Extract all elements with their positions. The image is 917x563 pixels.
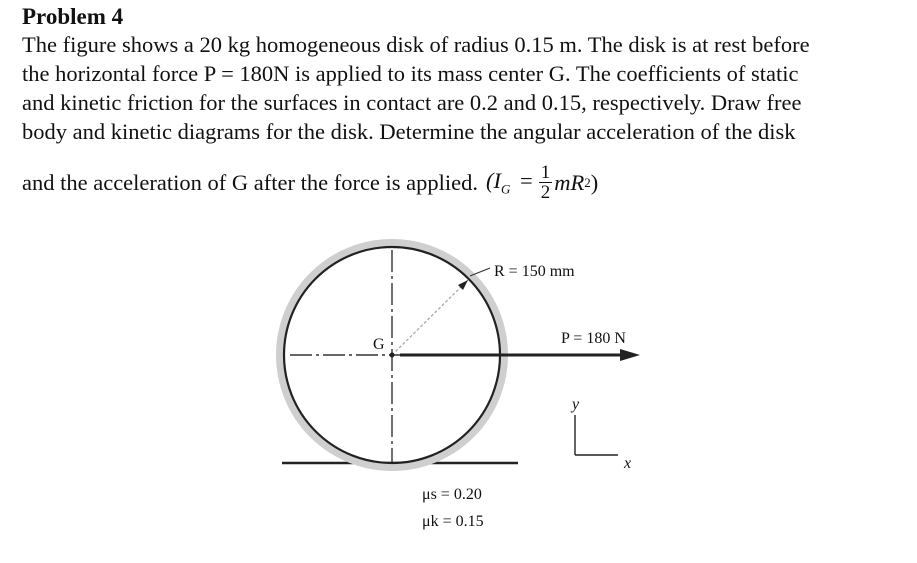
problem-line-5-text: and the acceleration of G after the force is applied. bbox=[22, 169, 479, 195]
formula-denominator: 2 bbox=[540, 182, 551, 203]
mass-center-point bbox=[390, 353, 395, 358]
formula-lhs: (I bbox=[486, 167, 502, 193]
x-axis-label: x bbox=[624, 455, 632, 472]
radius-line bbox=[392, 280, 468, 355]
mu-k-label: μk = 0.15 bbox=[422, 513, 484, 530]
radius-label: R = 150 mm bbox=[494, 263, 575, 280]
mu-s-label: μs = 0.20 bbox=[422, 486, 482, 503]
problem-line-2: the horizontal force P = 180N is applied to its mass center G. The coefficients of static bbox=[22, 61, 799, 86]
problem-line-4: body and kinetic diagrams for the disk. Determine the angular acceleration of the disk bbox=[22, 119, 796, 144]
formula-equals: = bbox=[520, 167, 533, 193]
formula-rhs-sup: 2 bbox=[584, 174, 591, 190]
formula-lhs-sub: G bbox=[501, 181, 511, 197]
problem-line-3: and kinetic friction for the surfaces in contact are 0.2 and 0.15, respectively. Draw free bbox=[22, 90, 802, 115]
force-arrowhead bbox=[620, 349, 640, 361]
formula-rhs: mR bbox=[554, 169, 585, 195]
force-label: P = 180 N bbox=[561, 330, 626, 347]
center-label: G bbox=[373, 336, 385, 353]
formula-close: ) bbox=[590, 169, 599, 195]
problem-line-1: The figure shows a 20 kg homogeneous disk of radius 0.15 m. The disk is at rest before bbox=[22, 32, 810, 57]
radius-arrowhead bbox=[458, 280, 468, 290]
problem-title: Problem 4 bbox=[22, 4, 124, 29]
formula-numerator: 1 bbox=[540, 162, 551, 183]
y-axis-label: y bbox=[572, 396, 580, 413]
